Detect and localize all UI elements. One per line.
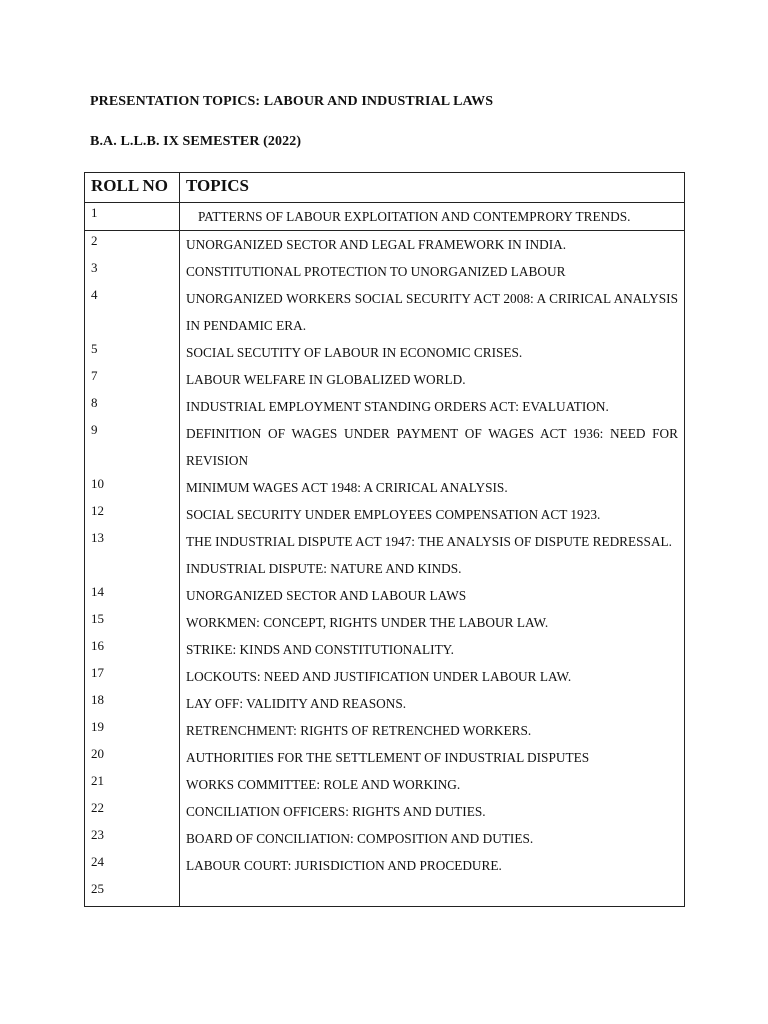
roll-number: 3 [91,260,98,275]
roll-number: 21 [91,773,104,788]
document-subtitle: B.A. L.L.B. IX SEMESTER (2022) [90,134,302,149]
topic-text: LABOUR WELFARE IN GLOBALIZED WORLD. [186,372,466,387]
topic-text: UNORGANIZED SECTOR AND LEGAL FRAMEWORK IN INDIA. [186,237,567,252]
roll-number: 18 [91,692,104,707]
roll-number: 24 [91,854,104,869]
roll-number: 19 [91,719,104,734]
topic-text: SOCIAL SECURITY UNDER EMPLOYEES COMPENSATION ACT 1923. [186,507,601,522]
topic-text: LABOUR COURT: JURISDICTION AND PROCEDURE. [186,858,502,873]
topic-text: RETRENCHMENT: RIGHTS OF RETRENCHED WORKERS. [186,723,532,738]
roll-number: 17 [91,665,104,680]
roll-number: 14 [91,584,104,599]
topic-text: LOCKOUTS: NEED AND JUSTIFICATION UNDER LABOUR LAW. [186,669,572,684]
topic-text: LAY OFF: VALIDITY AND REASONS. [186,696,407,711]
topics-cell [180,231,685,907]
topic-text: INDUSTRIAL DISPUTE: NATURE AND KINDS. [186,561,462,576]
roll-number: 10 [91,476,104,491]
topic-text: THE INDUSTRIAL DISPUTE ACT 1947: THE ANALYSIS OF DISPUTE REDRESSAL. [186,534,673,549]
column-header-topics: TOPICS [180,173,685,203]
topic-text: UNORGANIZED WORKERS SOCIAL SECURITY ACT 2008: A CRIRICAL ANALYSIS IN PENDAMIC ERA. [186,291,678,333]
topic-text: PATTERNS OF LABOUR EXPLOITATION AND CONTEMPRORY TRENDS. [198,209,631,224]
topic-text: STRIKE: KINDS AND CONSTITUTIONALITY. [186,642,454,657]
roll-cell [85,203,180,231]
topic-text: DEFINITION OF WAGES UNDER PAYMENT OF WAGES ACT 1936: NEED FOR REVISION [186,426,678,468]
roll-number: 9 [91,422,98,437]
roll-number: 23 [91,827,104,842]
roll-number: 5 [91,341,98,356]
roll-number: 13 [91,530,104,545]
roll-number: 7 [91,368,98,383]
topic-text: SOCIAL SECUTITY OF LABOUR IN ECONOMIC CRISES. [186,345,523,360]
roll-number: 15 [91,611,104,626]
column-header-roll-no: ROLL NO [85,173,180,203]
table-header-row [85,173,685,203]
table-row [85,203,685,231]
topic-text: AUTHORITIES FOR THE SETTLEMENT OF INDUSTRIAL DISPUTES [186,750,590,765]
roll-number: 1 [91,205,98,220]
topic-text: WORKS COMMITTEE: ROLE AND WORKING. [186,777,461,792]
roll-number: 20 [91,746,104,761]
roll-number: 12 [91,503,104,518]
topic-text: INDUSTRIAL EMPLOYMENT STANDING ORDERS ACT: EVALUATION. [186,399,609,414]
topic-text: BOARD OF CONCILIATION: COMPOSITION AND DUTIES. [186,831,534,846]
roll-number: 4 [91,287,98,302]
topic-text: MINIMUM WAGES ACT 1948: A CRIRICAL ANALYSIS. [186,480,508,495]
topic-text: CONCILIATION OFFICERS: RIGHTS AND DUTIES. [186,804,486,819]
roll-number: 8 [91,395,98,410]
topic-text: UNORGANIZED SECTOR AND LABOUR LAWS [186,588,467,603]
roll-number: 2 [91,233,98,248]
roll-number: 16 [91,638,104,653]
document-title: PRESENTATION TOPICS: LABOUR AND INDUSTRIAL LAWS [90,94,494,109]
roll-number: 22 [91,800,104,815]
table-row-group [85,231,685,907]
roll-numbers-cell [85,231,180,907]
topic-text: CONSTITUTIONAL PROTECTION TO UNORGANIZED LABOUR [186,264,566,279]
topic-cell [180,203,685,231]
topics-table [84,172,685,907]
roll-number: 25 [91,881,104,896]
topic-text: WORKMEN: CONCEPT, RIGHTS UNDER THE LABOUR LAW. [186,615,549,630]
